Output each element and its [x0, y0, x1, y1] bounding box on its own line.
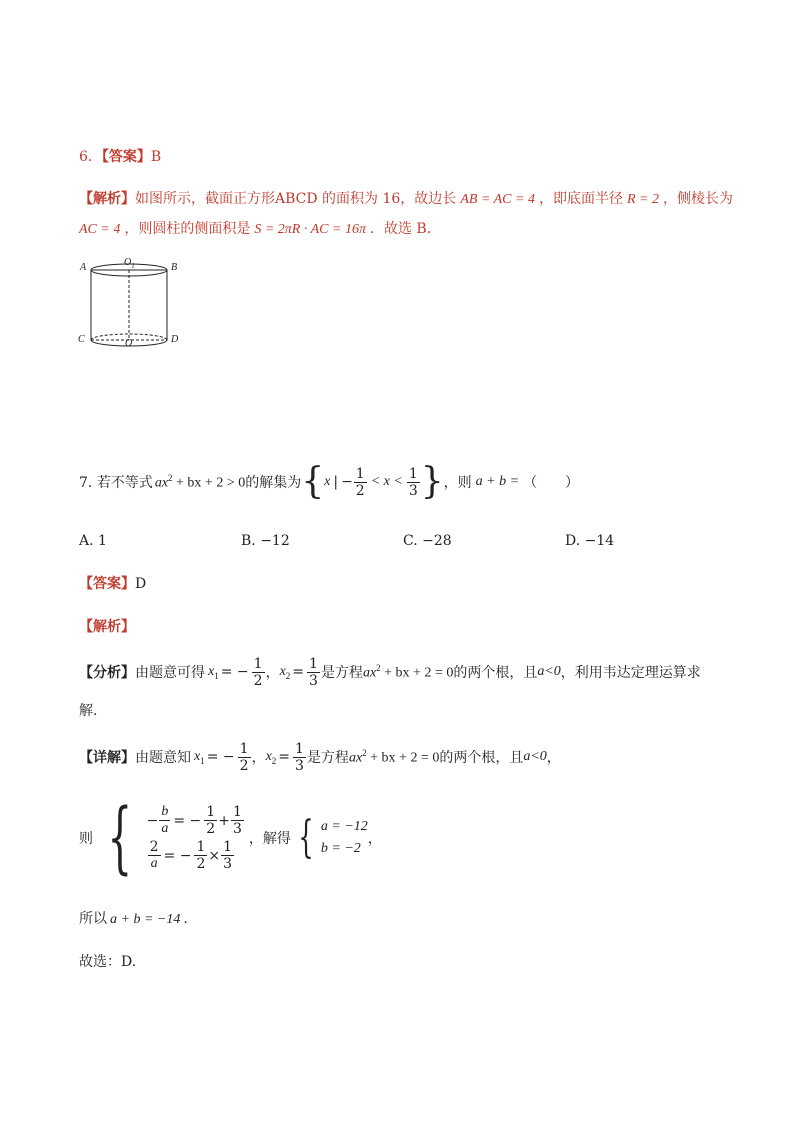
q7-equation	[363, 663, 453, 682]
frac-num: 1	[232, 804, 242, 820]
q7-analysis-tag: 【解析】	[79, 619, 135, 635]
q7-x1	[208, 664, 219, 681]
q7-system-row2	[147, 840, 245, 871]
q6-text: ．故选 B．	[369, 221, 441, 237]
q7-eq: = −	[220, 664, 249, 680]
q7-fenxi-text: 由题意可得	[135, 665, 205, 681]
frac-num: 1	[355, 465, 365, 482]
q7-option-d[interactable]: D. −14	[565, 533, 615, 549]
q7-x2	[280, 664, 291, 681]
q7-set-minus: −	[341, 474, 353, 490]
q7-ineq-part: ax	[154, 475, 169, 491]
label-D: D	[171, 334, 179, 345]
label-O1-letter: O	[124, 257, 132, 268]
frac-den: 3	[295, 757, 304, 774]
frac-den: 2	[196, 856, 206, 872]
q6-math: AC = 4	[79, 222, 121, 237]
q7-answer-tag: 【答案】	[79, 576, 135, 592]
frac-num: 1	[239, 740, 249, 757]
q6-math: R = 2	[626, 192, 659, 207]
q7-fenxi-tag: 【分析】	[79, 665, 135, 681]
q7-result-rows	[321, 819, 368, 857]
q7-set-bar: |	[333, 474, 339, 490]
var-x: x	[265, 748, 272, 764]
q6-math: S = 2πR · AC = 16π	[254, 222, 366, 237]
q7-inequality	[155, 473, 245, 492]
q7-xiangjie-text: 是方程	[306, 750, 349, 766]
q7-option-c[interactable]: C. −28	[403, 533, 452, 549]
q7-ineq-sup: 2	[168, 472, 173, 483]
q7-xiangjie-line1	[79, 737, 561, 777]
q7-result-a: a = −12	[320, 819, 368, 834]
frac-den: 3	[309, 672, 318, 689]
sys-minus: −	[146, 812, 159, 829]
eq-sup: 2	[362, 747, 367, 758]
q7-eq: =	[292, 664, 305, 680]
q7-x1	[194, 749, 205, 766]
q7-ab-expr: a + b =	[475, 474, 520, 489]
frac-den: 2	[206, 821, 216, 837]
q7-system-rows	[147, 805, 245, 871]
q6-text: ，则圆柱的侧面积是	[124, 221, 251, 237]
sys-frac-2a	[148, 840, 161, 871]
var-sub: 2	[271, 755, 277, 766]
q7-stem-text: 7. 若不等式	[79, 475, 153, 491]
q7-suoyi-line	[79, 908, 188, 928]
sys-frac-third	[231, 805, 244, 836]
frac-num: 2	[149, 839, 159, 855]
sys-frac-half	[194, 840, 207, 871]
var-sub: 1	[214, 670, 219, 681]
q7-stem	[79, 462, 579, 502]
sys-frac-half	[204, 805, 217, 836]
frac-num: 1	[408, 465, 418, 482]
label-O1-sub: 1	[131, 262, 135, 270]
var-sub: 1	[200, 755, 205, 766]
q7-frac-third	[293, 742, 306, 773]
label-O1	[124, 257, 135, 270]
q7-x2	[266, 749, 277, 766]
q7-xiangjie-text: 由题意知	[135, 750, 191, 766]
q7-stem-text: ，则	[443, 475, 472, 491]
q7-set-frac2	[407, 467, 420, 498]
cylinder-figure	[78, 258, 188, 354]
q7-set-lt: < x <	[370, 474, 403, 489]
frac-den: 3	[408, 482, 418, 499]
q7-suoyi-expr: a + b = −14	[110, 912, 181, 927]
frac-den: 3	[232, 821, 242, 837]
frac-num: 1	[196, 839, 206, 855]
q6-answer-line	[79, 146, 161, 166]
q7-xiangjie-text: 的两个根，且	[439, 750, 524, 766]
q7-system-row1	[147, 805, 245, 836]
q7-suoyi-end: .	[183, 911, 188, 927]
frac-den: a	[161, 821, 169, 836]
frac-num: 1	[253, 655, 263, 672]
q7-ze: 则	[79, 831, 93, 847]
var-x: x	[208, 663, 215, 679]
q6-text: 如图所示，截面正方形ABCD 的面积为 16，故边长	[135, 191, 457, 207]
q7-result-brace: {	[298, 812, 314, 863]
q7-set-right-brace: }	[420, 461, 444, 502]
q7-guxuan: 故选：D.	[79, 954, 137, 970]
q7-frac-third	[307, 657, 320, 688]
q7-comma: ，	[251, 750, 266, 766]
frac-den: 3	[223, 856, 233, 872]
sys-eq: = −	[173, 812, 202, 829]
q7-xiangjie-text: ，	[546, 750, 561, 766]
eq-part: + bx + 2 = 0	[384, 665, 454, 681]
q7-eq: =	[278, 749, 291, 765]
q7-option-a[interactable]: A. 1	[79, 533, 107, 549]
q7-xiangjie-tag: 【详解】	[79, 750, 135, 766]
frac-num: 1	[295, 740, 304, 757]
q7-jiede: ，解得	[248, 831, 291, 847]
q7-paren: （ ）	[523, 475, 580, 491]
eq-part: ax	[362, 665, 377, 681]
q7-answer: D	[135, 576, 147, 592]
label-C: C	[78, 334, 85, 345]
q6-answer-tag: 【答案】	[101, 149, 151, 165]
q7-set-left-brace: {	[301, 461, 325, 502]
q6-number: 6．	[79, 149, 102, 165]
q7-answer-line	[79, 573, 146, 593]
q7-system-brace: {	[107, 793, 133, 883]
eq-part: ax	[348, 750, 363, 766]
q7-frac-half	[252, 657, 265, 688]
frac-den: 2	[253, 672, 263, 689]
q7-result-b: b = −2	[320, 841, 361, 856]
frac-den: a	[150, 856, 158, 871]
sys-eq: = −	[163, 847, 192, 864]
q7-set-x: x	[324, 474, 331, 489]
q7-result-end: ，	[367, 831, 382, 847]
q6-text: ，侧棱长为	[662, 191, 733, 207]
q7-ineq-part: + bx + 2 > 0	[176, 475, 246, 491]
q7-a-lt0: a<0	[537, 664, 561, 679]
q7-frac-half	[238, 742, 251, 773]
label-B: B	[171, 262, 178, 273]
q7-set-frac1	[354, 467, 367, 498]
frac-num: 1	[206, 804, 216, 820]
q7-fenxi-text: 是方程	[320, 665, 363, 681]
var-x: x	[279, 663, 286, 679]
label-A: A	[80, 262, 87, 273]
frac-num: b	[161, 804, 169, 819]
q7-system	[79, 793, 382, 883]
q6-analysis-line2	[79, 218, 441, 238]
q6-text: ，即底面半径	[538, 191, 623, 207]
q6-answer: B	[150, 149, 162, 165]
sys-frac-third	[221, 840, 234, 871]
q7-eq: = −	[206, 749, 235, 765]
q7-comma: ，	[265, 665, 280, 681]
eq-part: + bx + 2 = 0	[370, 750, 440, 766]
q7-option-b[interactable]: B. −12	[241, 533, 290, 549]
frac-num: 1	[223, 839, 233, 855]
sys-times: ×	[208, 847, 221, 864]
q7-stem-text: 的解集为	[245, 475, 302, 491]
q6-math: AB = AC = 4	[460, 192, 535, 207]
q7-fenxi-text: ，利用韦达定理运算求	[560, 665, 701, 681]
frac-den: 2	[355, 482, 365, 499]
frac-num: 1	[309, 655, 318, 672]
label-O: O	[125, 338, 133, 349]
q6-analysis-line1	[79, 188, 733, 208]
q7-fenxi-text: 的两个根，且	[453, 665, 538, 681]
var-sub: 2	[285, 670, 291, 681]
q7-a-lt0: a<0	[523, 749, 547, 764]
eq-sup: 2	[376, 662, 381, 673]
q7-equation	[349, 748, 439, 767]
q7-fenxi-line2: 解.	[79, 703, 98, 719]
sys-frac-ba	[159, 805, 170, 836]
frac-den: 2	[239, 757, 249, 774]
q7-suoyi: 所以	[79, 911, 107, 927]
var-x: x	[194, 748, 201, 764]
q7-fenxi-line1	[79, 652, 701, 692]
q6-analysis-tag: 【解析】	[79, 191, 135, 207]
sys-plus: +	[218, 812, 230, 829]
